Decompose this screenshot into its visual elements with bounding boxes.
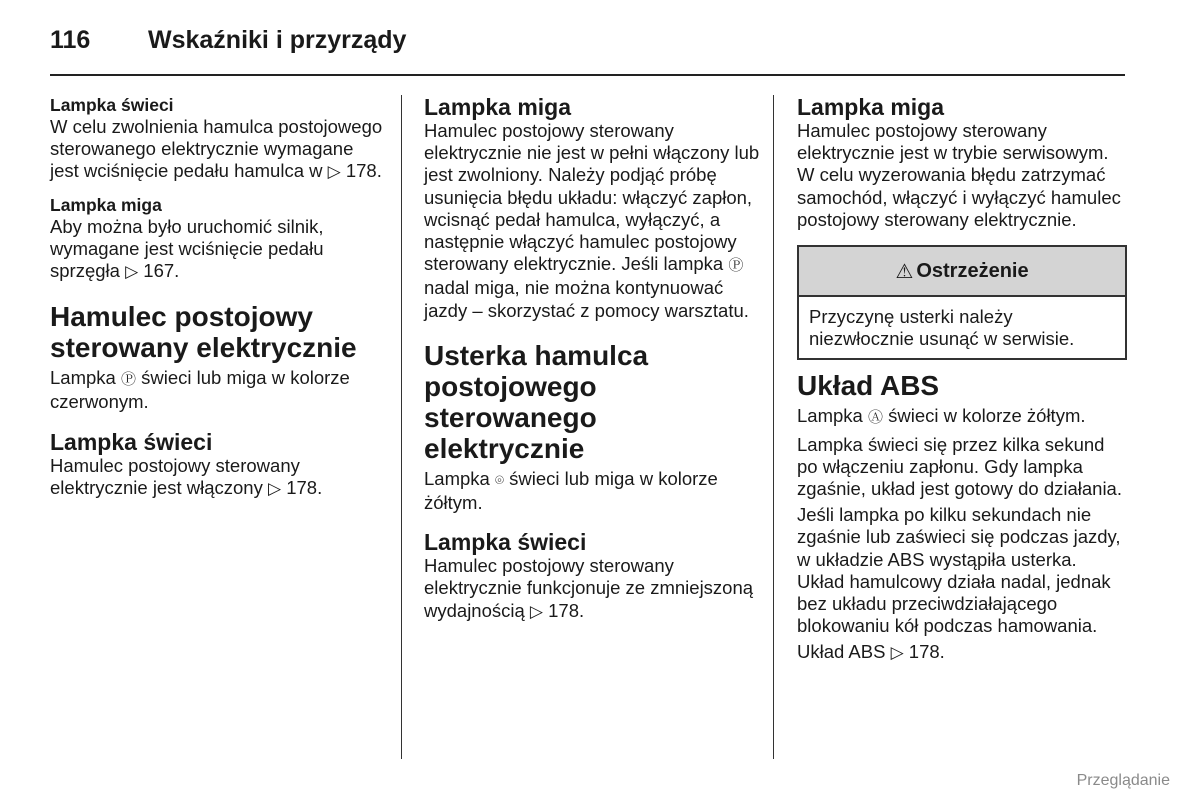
paragraph: Lampka Ⓟ świeci lub miga w kolorze czerwonym.: [50, 367, 350, 413]
abs-lamp-icon: Ⓐ: [867, 409, 883, 427]
paragraph: Aby można było uruchomić silnik, wymagane jest wciśnięcie pedału sprzęgła ▷ 167.: [50, 215, 324, 282]
subheading: Lampka miga: [797, 94, 944, 120]
paragraph: Jeśli lampka po kilku sekundach nie zgaśnie lub zaświeci się podczas jazdy, w układzie ABS wystąpiła usterka. Układ hamulcowy działa nadal, jednak bez układu przeciwdziałającego blokowaniu kół podczas hamowania.: [797, 504, 1121, 637]
paragraph: Lampka świeci się przez kilka sekund po włączeniu zapłonu. Gdy lampka zgaśnie, układ jest gotowy do działania.: [797, 433, 1122, 500]
warning-text: Przyczynę usterki należy niezwłocznie usunąć w serwisie.: [809, 306, 1075, 350]
xref-arrow-icon: ▷: [890, 643, 904, 663]
xref-arrow-icon: ▷: [529, 601, 543, 621]
subheading: Lampka świeci: [424, 529, 587, 556]
page-title: Wskaźniki i przyrządy: [148, 26, 407, 54]
paragraph: Lampka Ⓐ świeci w kolorze żółtym.: [797, 405, 1086, 427]
warning-header: [799, 247, 1125, 297]
paragraph: Układ ABS ▷ 178.: [797, 641, 945, 663]
section-title: Usterka hamulca postojowego sterowanego elektrycznie: [424, 339, 649, 464]
paragraph: Hamulec postojowy sterowany elektrycznie jest w trybie serwisowym. W celu wyzerowania błędu zatrzymać samochód, włączyć i wyłączyć hamulec postojowy sterowany elektrycznie.: [797, 120, 1121, 230]
column-1: [50, 94, 385, 500]
subheading: Lampka świeci: [50, 428, 213, 455]
section-title: Hamulec postojowy sterowany elektrycznie: [50, 301, 357, 364]
page-reference[interactable]: 178.: [548, 599, 585, 621]
subheading: Lampka miga: [50, 194, 162, 215]
section-title: Układ ABS: [797, 370, 940, 402]
page-reference[interactable]: 178.: [286, 476, 323, 498]
brake-lamp-icon: Ⓟ: [120, 371, 136, 389]
xref-arrow-icon: ▷: [125, 262, 139, 282]
browse-link[interactable]: Przeglądanie: [1076, 772, 1170, 789]
xref-arrow-icon: ▷: [327, 162, 341, 182]
paragraph: Hamulec postojowy sterowany elektrycznie jest włączony ▷ 178.: [50, 454, 323, 498]
header-rule: [50, 74, 1125, 76]
xref-arrow-icon: ▷: [267, 478, 282, 498]
brake-fault-lamp-icon: ⌾: [494, 471, 504, 489]
column-3: [797, 94, 1127, 665]
warning-box: [797, 245, 1127, 360]
warning-triangle-icon: ⚠: [895, 260, 914, 283]
subheading: Lampka świeci: [50, 95, 174, 115]
paragraph: W celu zwolnienia hamulca postojowego sterowanego elektrycznie wymagane jest wciśnięcie pedału hamulca w ▷ 178.: [50, 116, 383, 182]
paragraph: Hamulec postojowy sterowany elektrycznie funkcjonuje ze zmniejszoną wydajnością ▷ 178.: [424, 555, 754, 621]
paragraph: Hamulec postojowy sterowany elektrycznie nie jest w pełni włączony lub jest zwolniony. Należy podjąć próbę usunięcia błędu układu: włączyć zapłon, wcisnąć pedał hamulca, wyłączyć, a następnie włączyć hamulec postojowy sterowany elektrycznie. Jeśli lampka Ⓟ nadal miga, nie można kontynuować jazdy – skorzystać z pomocy warsztatu.: [424, 120, 760, 321]
page-reference[interactable]: 178.: [908, 641, 945, 663]
warning-title: Ostrzeżenie: [916, 259, 1029, 282]
paragraph: Lampka ⌾ świeci lub miga w kolorze żółtym.: [424, 467, 718, 514]
page-reference[interactable]: 167.: [143, 260, 180, 282]
page-reference[interactable]: 178.: [345, 160, 382, 182]
subheading: Lampka miga: [424, 94, 571, 120]
column-divider: [773, 95, 774, 759]
column-2: [424, 94, 762, 623]
brake-lamp-icon: Ⓟ: [728, 257, 744, 275]
page-number: 116: [50, 26, 91, 54]
column-divider: [401, 95, 402, 759]
